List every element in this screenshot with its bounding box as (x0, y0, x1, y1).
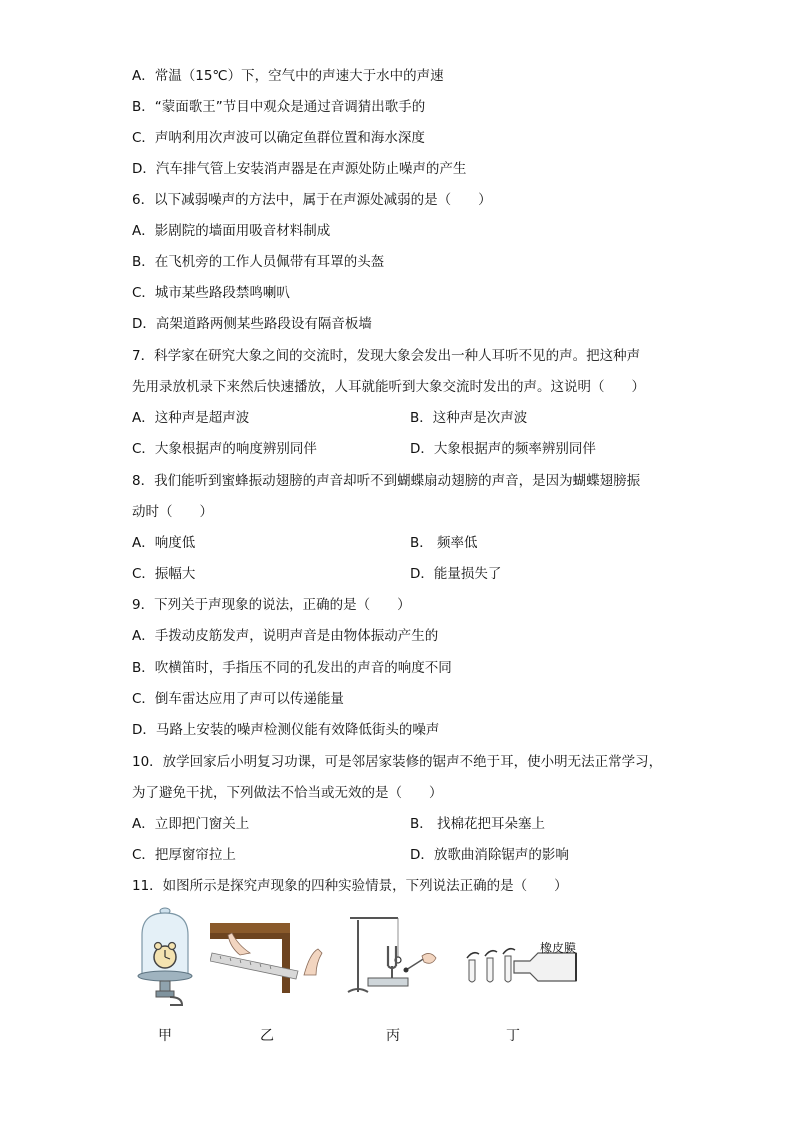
q9-option-b: B．吹横笛时，手指压不同的孔发出的声音的响度不同 (132, 660, 452, 676)
q5-option-b: B．“蒙面歌王”节目中观众是通过音调猜出歌手的 (132, 99, 426, 115)
caption-jia: 甲 (158, 1028, 172, 1044)
q9-option-d: D．马路上安装的噪声检测仪能有效降低街头的噪声 (132, 722, 440, 738)
q6-stem: 6．以下减弱噪声的方法中，属于在声源处减弱的是（ ） (132, 192, 492, 208)
q6-option-b: B．在飞机旁的工作人员佩带有耳罩的头盔 (132, 254, 385, 270)
q9-option-c: C．倒车雷达应用了声可以传递能量 (132, 691, 344, 707)
bell-jar-clock-figure (130, 905, 200, 1010)
q5-option-a: A．常温（15℃）下，空气中的声速大于水中的声速 (132, 68, 444, 84)
q8-stem-line1: 8．我们能听到蜜蜂振动翅膀的声音却听不到蝴蝶扇动翅膀的声音，是因为蝴蝶翅膀振 (132, 473, 641, 489)
q11-stem: 11．如图所示是探究声现象的四种实验情景，下列说法正确的是（ ） (132, 878, 568, 894)
q5-option-d: D．汽车排气管上安装消声器是在声源处防止噪声的产生 (132, 161, 467, 177)
caption-ding: 丁 (506, 1028, 520, 1044)
caption-bing: 丙 (386, 1028, 400, 1044)
q7-option-c: C．大象根据声的响度辨别同伴 (132, 441, 317, 457)
q10-option-c: C．把厚窗帘拉上 (132, 847, 236, 863)
q10-stem-line1: 10．放学回家后小明复习功课，可是邻居家装修的锯声不绝于耳，使小明无法正常学习， (132, 754, 663, 770)
q7-stem-line2: 先用录放机录下来然后快速播放，人耳就能听到大象交流时发出的声。这说明（ ） (132, 379, 645, 395)
q11-figures (120, 905, 680, 1055)
caption-yi: 乙 (260, 1028, 274, 1044)
q5-option-c: C．声呐利用次声波可以确定鱼群位置和海水深度 (132, 130, 425, 146)
q7-option-a: A．这种声是超声波 (132, 410, 250, 426)
q10-option-a: A．立即把门窗关上 (132, 816, 250, 832)
q9-option-a: A．手拨动皮筋发声，说明声音是由物体振动产生的 (132, 628, 439, 644)
q6-option-c: C．城市某些路段禁鸣喇叭 (132, 285, 290, 301)
q8-option-c: C．振幅大 (132, 566, 196, 582)
q6-option-d: D．高架道路两侧某些路段设有隔音板墙 (132, 316, 372, 332)
q8-option-d: D．能量损失了 (410, 566, 502, 582)
q8-option-b: B． 频率低 (410, 535, 478, 551)
ruler-on-table-figure (210, 923, 300, 993)
q8-stem-line2: 动时（ ） (132, 504, 213, 520)
tuning-fork-stand-figure (340, 910, 440, 1010)
q10-option-d: D．放歌曲消除锯声的影响 (410, 847, 569, 863)
q7-stem-line1: 7．科学家在研究大象之间的交流时，发现大象会发出一种人耳听不见的声。把这种声 (132, 348, 641, 364)
q7-option-b: B．这种声是次声波 (410, 410, 528, 426)
finger-plucking-figure (300, 945, 330, 985)
q10-option-b: B． 找棉花把耳朵塞上 (410, 816, 546, 832)
q8-option-a: A．响度低 (132, 535, 196, 551)
q6-option-a: A．影剧院的墙面用吸音材料制成 (132, 223, 331, 239)
q9-stem: 9．下列关于声现象的说法，正确的是（ ） (132, 597, 411, 613)
q10-stem-line2: 为了避免干扰，下列做法不恰当或无效的是（ ） (132, 785, 443, 801)
membrane-label: 橡皮膜 (540, 941, 577, 955)
q7-option-d: D．大象根据声的频率辨别同伴 (410, 441, 596, 457)
